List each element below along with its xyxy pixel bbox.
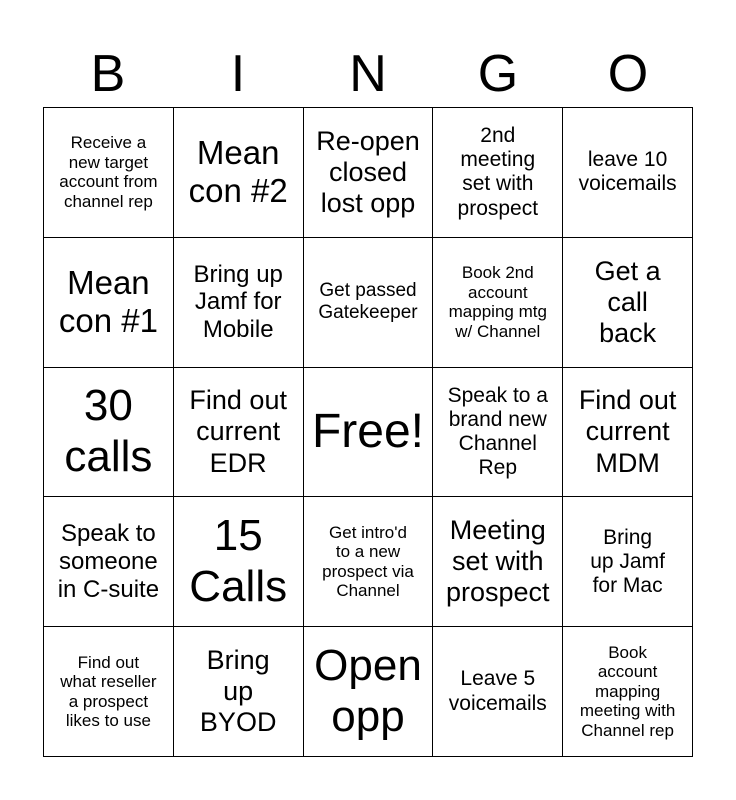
bingo-cell[interactable] <box>563 108 693 238</box>
cell-text: Find out what reseller a prospect likes to use <box>60 652 157 731</box>
bingo-cell[interactable] <box>433 238 563 368</box>
cell-text: Get intro'd to a new prospect via Channel <box>322 522 414 601</box>
bingo-cell[interactable] <box>304 108 434 238</box>
bingo-header <box>43 40 693 108</box>
cell-text: Find out current MDM <box>578 385 677 478</box>
cell-text: Get passed Gatekeeper <box>318 280 418 324</box>
bingo-cell[interactable] <box>174 627 304 757</box>
header-letter-n: N <box>349 45 387 103</box>
bingo-cell[interactable] <box>44 627 174 757</box>
bingo-cell[interactable] <box>304 627 434 757</box>
bingo-board <box>43 107 693 757</box>
bingo-cell[interactable] <box>44 108 174 238</box>
cell-text: Mean con #2 <box>188 134 288 210</box>
bingo-cell[interactable] <box>304 497 434 627</box>
bingo-cell[interactable] <box>174 368 304 498</box>
bingo-cell[interactable] <box>304 238 434 368</box>
bingo-cell[interactable] <box>44 238 174 368</box>
header-letter-o: O <box>607 45 649 103</box>
cell-text: 30 calls <box>64 381 153 481</box>
cell-text: Speak to someone in C-suite <box>57 520 160 603</box>
header-letter-b: B <box>90 45 126 103</box>
cell-text: Book 2nd account mapping mtg w/ Channel <box>448 263 547 341</box>
cell-text: Open opp <box>314 641 422 741</box>
bingo-cell[interactable] <box>433 108 563 238</box>
bingo-cell[interactable] <box>433 627 563 757</box>
free-space-cell[interactable] <box>304 368 434 498</box>
bingo-cell[interactable] <box>44 497 174 627</box>
cell-text: Speak to a brand new Channel Rep <box>447 383 548 480</box>
bingo-cell[interactable] <box>433 368 563 498</box>
header-letter-g: G <box>477 45 519 103</box>
cell-text: Leave 5 voicemails <box>448 667 547 715</box>
bingo-cell[interactable] <box>44 368 174 498</box>
bingo-cell[interactable] <box>563 627 693 757</box>
cell-text: Re-open closed lost opp <box>316 125 420 218</box>
cell-text: Bring up BYOD <box>199 645 277 738</box>
header-letter-i: I <box>230 45 246 103</box>
bingo-cell[interactable] <box>563 368 693 498</box>
free-space-text: Free! <box>311 405 424 459</box>
cell-text: Get a call back <box>594 255 661 348</box>
bingo-cell[interactable] <box>174 108 304 238</box>
cell-text: 15 Calls <box>189 511 288 611</box>
bingo-cell[interactable] <box>174 497 304 627</box>
cell-text: Book account mapping meeting with Channel rep <box>579 642 676 740</box>
cell-text: Receive a new target account from channel rep <box>59 133 158 211</box>
cell-text: Bring up Jamf for Mobile <box>193 260 283 343</box>
cell-text: leave 10 voicemails <box>578 148 677 196</box>
bingo-cell[interactable] <box>563 497 693 627</box>
cell-text: Bring up Jamf for Mac <box>590 525 665 597</box>
bingo-cell[interactable] <box>563 238 693 368</box>
cell-text: 2nd meeting set with prospect <box>457 124 539 220</box>
cell-text: Find out current EDR <box>189 385 287 478</box>
bingo-cell[interactable] <box>433 497 563 627</box>
cell-text: Mean con #1 <box>58 264 158 340</box>
cell-text: Meeting set with prospect <box>446 515 550 608</box>
bingo-cell[interactable] <box>174 238 304 368</box>
